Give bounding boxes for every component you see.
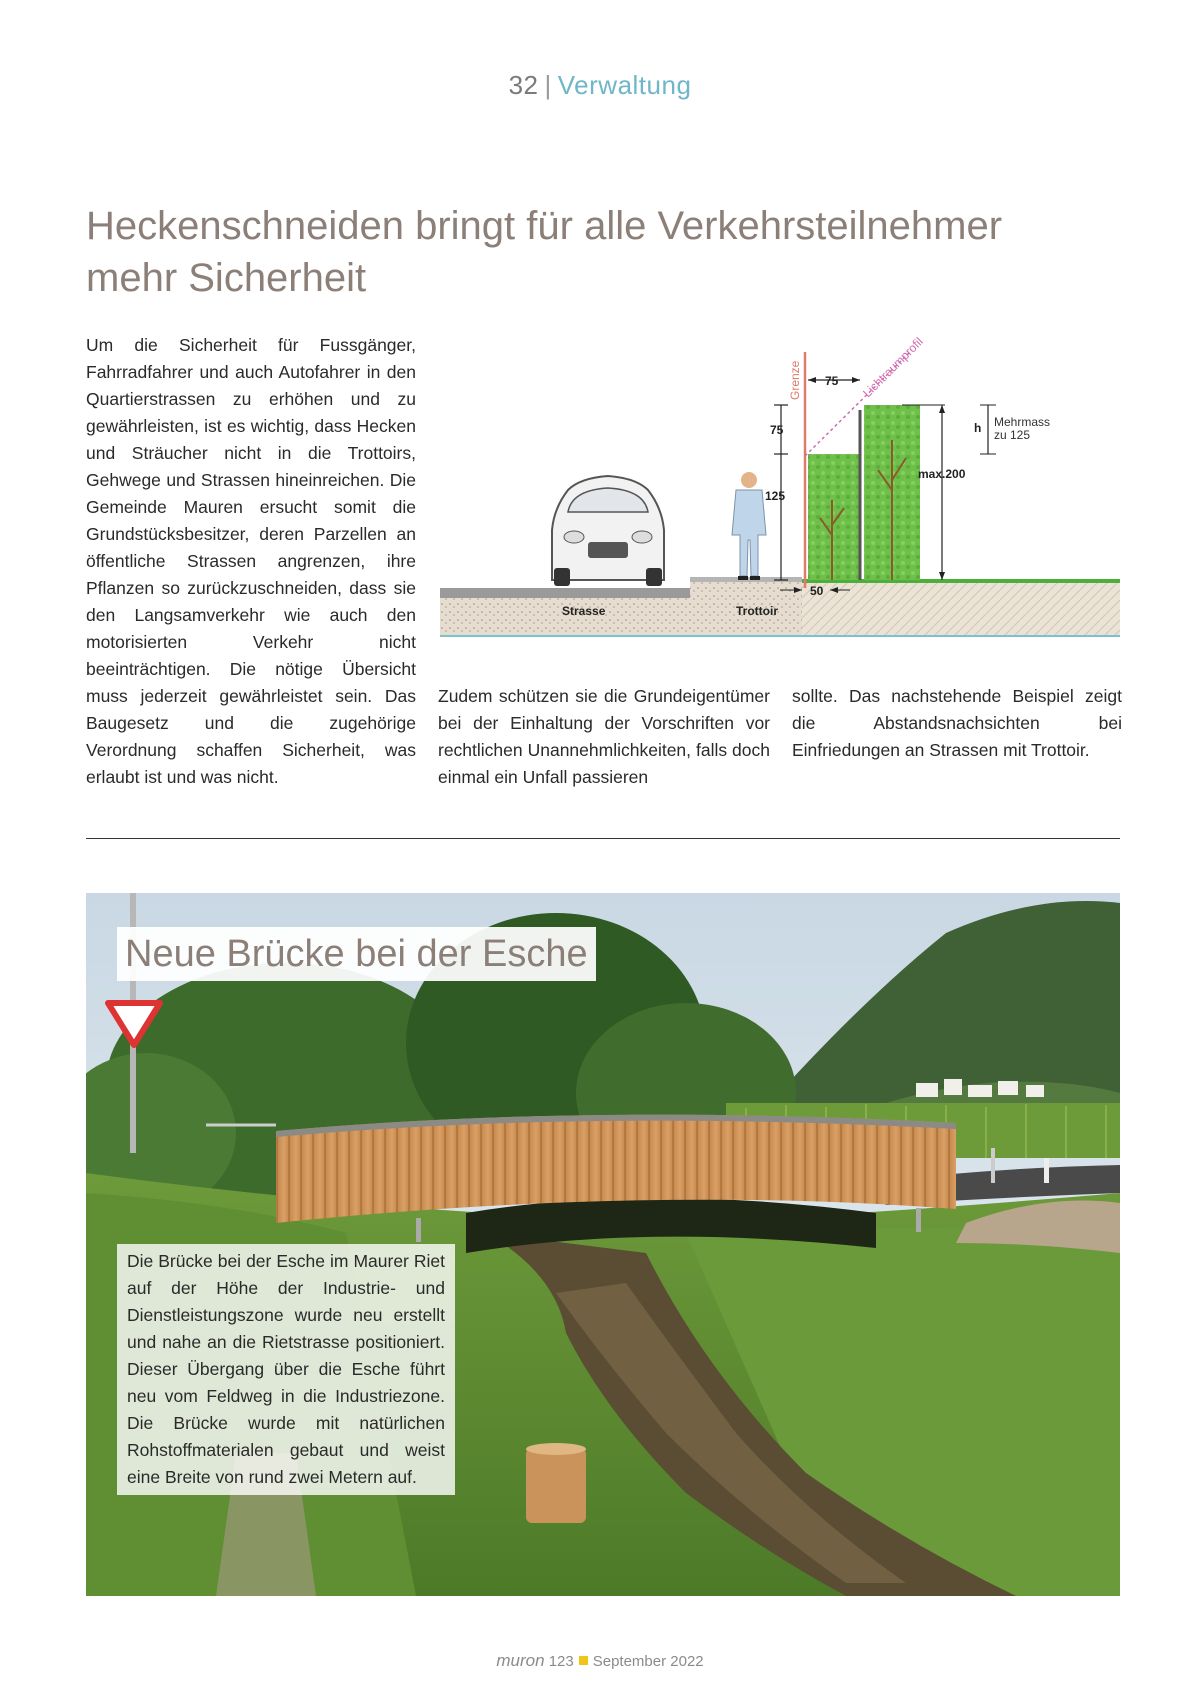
footer-issue: 123 (548, 1653, 574, 1670)
dim-h: h (974, 421, 982, 435)
dim-max: max.200 (918, 467, 966, 481)
section-name: Verwaltung (557, 70, 692, 100)
label-lichtraumprofil: Lichtraumprofil (860, 334, 926, 401)
label-mehrmass: Mehrmass (994, 415, 1051, 429)
dim-top: 75 (825, 374, 839, 388)
dim-left-lower: 125 (765, 489, 786, 503)
article-title (86, 200, 1126, 304)
label-mehrmass-zu: zu 125 (994, 428, 1031, 442)
tree-stump (526, 1448, 586, 1523)
dim-left-upper: 75 (770, 423, 784, 437)
page-number: 32 (508, 70, 539, 100)
label-trottoir: Trottoir (736, 604, 778, 618)
label-strasse: Strasse (562, 604, 606, 618)
low-hedge (808, 454, 860, 580)
article-column-1: Um die Sicherheit für Fussgänger, Fahrradfahrer und auch Autofahrer in den Quartierstrassen zu erhöhen und zu gewährleisten, ist es wichtig, dass Hecken und Sträucher nicht in die Trottoirs, Gehwege und Strassen hineinreichen. Die Gemeinde Mauren ersucht somit die Grundstücksbesitzer, deren Parzellen an öffentliche Strassen angrenzen, ihre Pflanzen so zurückzuschneiden, dass sie den Langsamverkehr wie auch den motorisierten Verkehr nicht beeinträchtigen. Die nötige Übersicht muss jederzeit gewährleistet sein. Das Baugesetz und die zugehörige Verordnung schaffen Sicherheit, was erlaubt ist und was nicht. (86, 335, 416, 787)
footer-brand: muron (496, 1651, 545, 1670)
page-footer (0, 1651, 1200, 1671)
footer-square-icon (579, 1656, 588, 1665)
page-header (0, 70, 1200, 101)
article-title-line1: Heckenschneiden bringt für alle Verkehrsteilnehmer (86, 204, 1003, 248)
dim-bottom: 50 (810, 584, 824, 598)
label-grenze: Grenze (788, 360, 802, 400)
hedge-distance-diagram (440, 330, 1120, 645)
bridge-article-title: Neue Brücke bei der Esche (117, 927, 596, 981)
header-separator: | (544, 70, 552, 100)
article-column-2: Zudem schützen sie die Grundeigentümer bei der Einhaltung der Vorschriften vor rechtlichen Unannehmlichkeiten, falls doch einmal ein Unfall passieren (438, 686, 770, 787)
footer-date: September 2022 (592, 1653, 704, 1670)
article-column-3: sollte. Das nachstehende Beispiel zeigt die Abstandsnachsichten bei Einfriedungen an Strassen mit Trottoir. (792, 686, 1122, 760)
bridge-caption: Die Brücke bei der Esche im Maurer Riet auf der Höhe der Industrie- und Dienstleistungszone wurde neu erstellt und nahe an die Rietstrasse positioniert. Dieser Übergang über die Esche führt neu vom Feldweg in die Industriezone. Die Brücke wurde mit natürlichen Rohstoffmaterialen gebaut und weist eine Breite von rund zwei Metern auf. (117, 1244, 455, 1495)
article-title-line2: mehr Sicherheit (86, 256, 367, 300)
person-icon (732, 472, 766, 580)
car-icon (552, 476, 664, 586)
section-divider (86, 838, 1120, 839)
